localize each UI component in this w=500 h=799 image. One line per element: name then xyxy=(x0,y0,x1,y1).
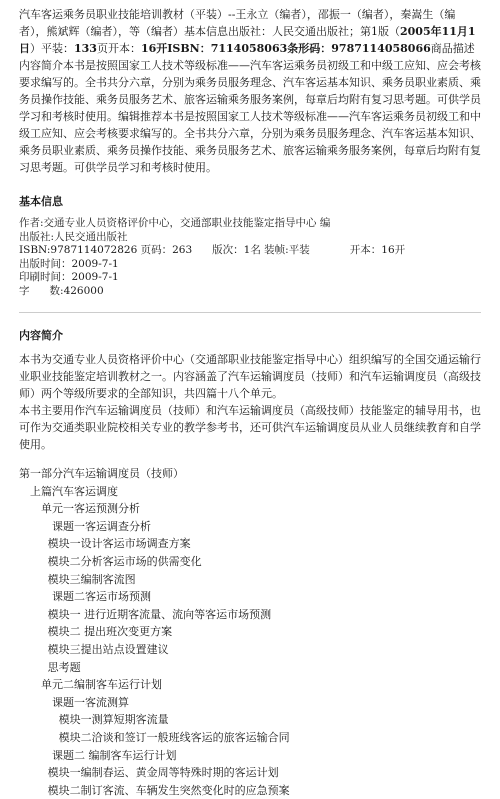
intro-text-segment: 2005年11月1日 xyxy=(19,25,476,55)
isbn-line: ISBN:9787114072826 页码：263 版次：1名 装帧:平装 开本：16开 xyxy=(19,244,406,256)
content-intro-paragraph: 本书主要用作汽车运输调度员（技师）和汽车运输调度员（高级技师）技能鉴定的辅导用书，也可作为交通类职业院校相关专业的教学参考书，还可供汽车运输调度员从业人员继续教育和自学使用。 xyxy=(19,404,481,451)
toc-entry: 模块二制订客流、车辆发生突然变化时的应急预案 xyxy=(47,783,290,797)
author-line: 作者:交通专业人员资格评价中心，交通部职业技能鉴定指导中心 编 xyxy=(19,217,331,229)
book-intro-paragraph xyxy=(19,6,481,176)
toc-entry: 模块三编制客流图 xyxy=(47,572,136,586)
toc-entry: 模块二洽谈和签订一般班线客运的旅客运输合同 xyxy=(58,730,290,744)
toc-entry: 课题一客运调查分析 xyxy=(52,519,151,533)
toc-entry: 模块一编制春运、黄金周等特殊时期的客运计划 xyxy=(47,766,279,780)
content-intro-paragraph: 本书为交通专业人员资格评价中心（交通部职业技能鉴定指导中心）组织编写的全国交通运输行业职业技能鉴定培训教材之一。内容涵盖了汽车运输调度员（技师）和汽车运输调度员（高级技师）两个等级所要求的全部知识，共四篇十八个单元。 xyxy=(19,353,481,400)
word-count-line: 字 数:426000 xyxy=(19,284,104,297)
toc-entry: 模块一测算短期客流量 xyxy=(58,713,169,727)
toc-entry: 课题二 编制客车运行计划 xyxy=(52,748,177,762)
toc-entry: 思考题 xyxy=(47,660,81,674)
intro-text-segment: ）平装： xyxy=(30,42,74,55)
toc-entry: 单元二编制客车运行计划 xyxy=(41,678,162,692)
toc-entry: 模块三提出站点设置建议 xyxy=(47,642,169,656)
toc-entry: 模块二 提出班次变更方案 xyxy=(47,625,173,639)
intro-text-segment: 16开ISBN：7114058063条形码：9787114058066 xyxy=(140,42,431,55)
intro-text-segment: 页开本： xyxy=(96,42,141,55)
basic-info-block xyxy=(19,217,481,298)
toc-entry: 课题一客流测算 xyxy=(52,695,129,709)
table-of-contents xyxy=(19,465,481,799)
toc-entry: 模块二分析客运市场的供需变化 xyxy=(47,554,202,568)
publisher-line: 出版社:人民交通出版社 xyxy=(19,230,128,243)
toc-entry: 课题二客运市场预测 xyxy=(52,590,151,604)
publish-date-line: 出版时间：2009-7-1 xyxy=(19,257,119,270)
intro-text-segment: 133 xyxy=(74,42,97,55)
toc-entry: 模块一 进行近期客流量、流向等客运市场预测 xyxy=(47,607,272,621)
toc-entry: 单元一客运预测分析 xyxy=(41,502,140,516)
basic-info-heading: 基本信息 xyxy=(19,195,63,208)
content-intro-block xyxy=(19,351,481,453)
toc-entry: 上篇汽车客运调度 xyxy=(30,484,118,498)
intro-text-segment: 汽车客运乘务员职业技能培训教材（平装）--王永立（编者），邵振一（编者），秦嵩生（编者），熊斌辉（编者），等（编者）基本信息出版社：人民交通出版社；第1版（ xyxy=(19,8,456,38)
section-divider xyxy=(19,312,481,313)
content-intro-heading: 内容简介 xyxy=(19,329,63,342)
print-date-line: 印刷时间：2009-7-1 xyxy=(19,271,119,283)
toc-entry: 模块一设计客运市场调查方案 xyxy=(47,537,191,551)
toc-entry: 第一部分汽车运输调度员（技师） xyxy=(19,467,184,480)
intro-text-segment: 商品描述内容简介本书是按照国家工人技术等级标准——汽车客运乘务员初级工和中级工应知、应会考核要求编写的。全书共分六章，分别为乘务员服务理念、汽车客运基本知识、乘务员职业素质、乘务员操作技能、乘务员服务艺术、旅客运输乘务服务案例，每章后均附有复习思考题。可供学员学习和考核时使用。编辑推荐本书是按照国家工人技术等级标准——汽车客运乘务员初级工和中级工应知、应会考核要求编写的。全书共分六章，分别为乘务员服务理念、汽车客运基本知识、乘务员职业素质、乘务员操作技能、乘务员服务艺术、旅客运输乘务服务案例，每章后均附有复习思考题。可供学员学习和考核时使用。 xyxy=(19,42,481,174)
